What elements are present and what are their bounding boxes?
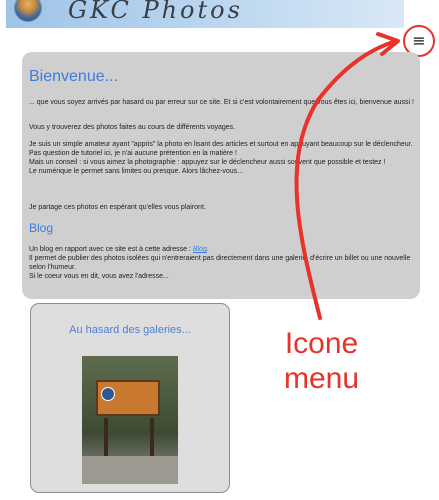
hamburger-menu-icon[interactable]: ≡ (412, 31, 426, 50)
annotation-line-2: menu (284, 362, 360, 395)
annotation-arrow-head (378, 34, 398, 54)
blog-paragraph (29, 245, 414, 281)
gallery-photo[interactable] (82, 356, 178, 484)
site-header (6, 0, 404, 28)
welcome-paragraph-3: Je suis un simple amateur ayant "appris" la photo en lisant des articles et surtout en appuyant beaucoup sur le déclencheur. Pas question de tutoriel ici, je n'ai aucune prétention en la matière ! Mais un conseil : si vous aimez la photographie : appuyez sur le déclencheur aussi souvent que possible et testez ! Le numérique le permet sans limites ou presque. Alors lâchez-vous... (29, 141, 413, 175)
welcome-title: Bienvenue... (29, 68, 118, 85)
welcome-paragraph-2: Vous y trouverez des photos faites au cours de différents voyages. (29, 124, 236, 131)
gallery-title: Au hasard des galeries... (69, 324, 191, 336)
sign-post-right (150, 418, 154, 458)
blog-line1-suffix: . (206, 246, 209, 253)
welcome-paragraph-4: Je partage ces photos en espérant qu'elles vous plairont. (29, 204, 206, 211)
blog-line1-prefix: Un blog en rapport avec ce site est à cette adresse : (29, 246, 193, 253)
avatar-logo-icon[interactable] (14, 0, 42, 22)
sign-emblem-icon (101, 387, 115, 401)
sign-post-left (104, 418, 108, 458)
annotation-label (284, 326, 359, 396)
welcome-paragraph-1: ... que vous soyez arrivés par hasard ou par erreur sur ce site. Et si c'est volontairement que vous êtes ici, bienvenue aussi ! (29, 99, 414, 106)
blog-title: Blog (29, 221, 54, 235)
blog-link[interactable]: Blog (192, 246, 207, 253)
annotation-line-1: Icone (284, 327, 359, 360)
blog-line3: Si le coeur vous en dit, vous avez l'adresse... (29, 273, 169, 280)
site-title[interactable]: GKC Photos (68, 0, 243, 24)
blog-line2: Il permet de publier des photos isolées qui n'entreraient pas directement dans une galerie, d'écrire un billet ou une nouvelle selon l'humeur. (29, 255, 411, 271)
sign-board (96, 380, 160, 416)
ground (82, 456, 178, 484)
